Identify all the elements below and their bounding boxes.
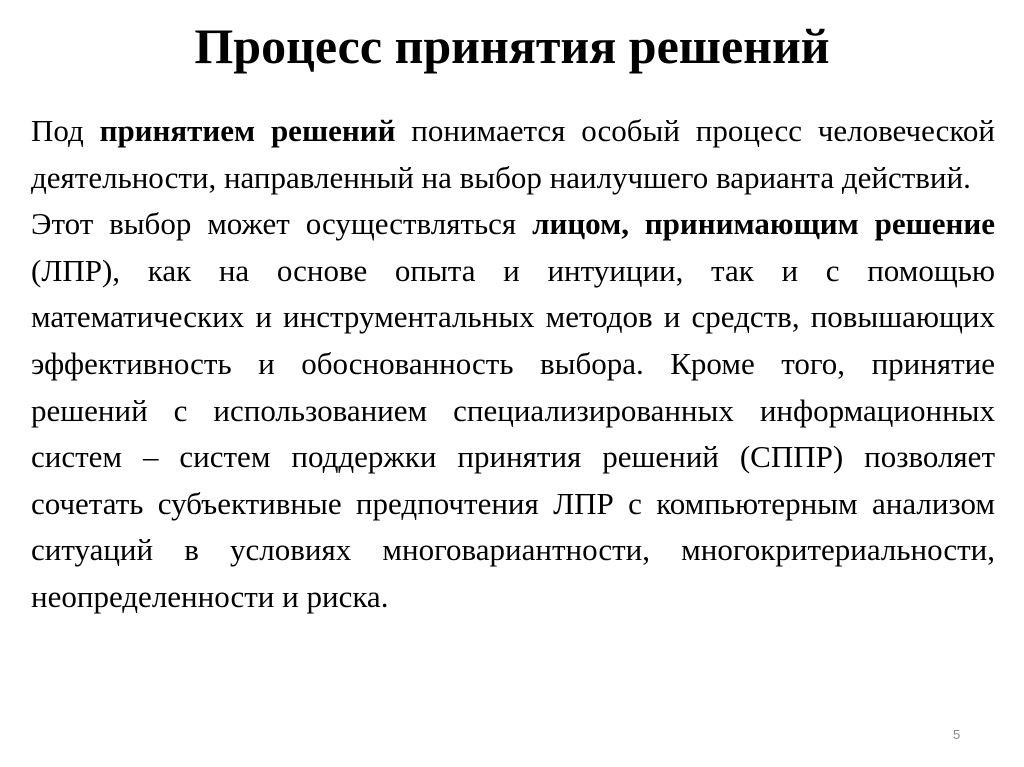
paragraph-decision-maker-rest: (ЛПР), как на основе опыта и интуиции, так и с помощью математических и инструментальных методов и средств, повышающих эффективность и обоснованность выбора. Кроме того, принятие решений с использованием специализированных информационных систем – систем поддержки принятия решений (СППР) позволяет сочетать субъективные предпочтения ЛПР с компьютерным анализом ситуаций в условиях многовариантности, многокритериальности, неопределенности и риска. <box>31 252 995 614</box>
term-decision-making: принятием решений <box>99 113 396 148</box>
paragraph-definition-lead: Под <box>31 113 100 148</box>
paragraph-decision-maker-lead: Этот выбор может осуществляться <box>31 206 533 242</box>
page-number: 5 <box>953 727 961 742</box>
paragraph-decision-maker <box>31 201 995 620</box>
slide-title: Процесс принятия решений <box>194 18 830 74</box>
slide-body <box>31 108 995 621</box>
paragraph-definition <box>31 108 995 201</box>
paragraph-definition-rest: понимается особый процесс человеческой деятельности, направленный на выбор наилучшего варианта действий. <box>31 113 995 195</box>
term-decision-maker: лицом, принимающим решение <box>532 206 996 242</box>
